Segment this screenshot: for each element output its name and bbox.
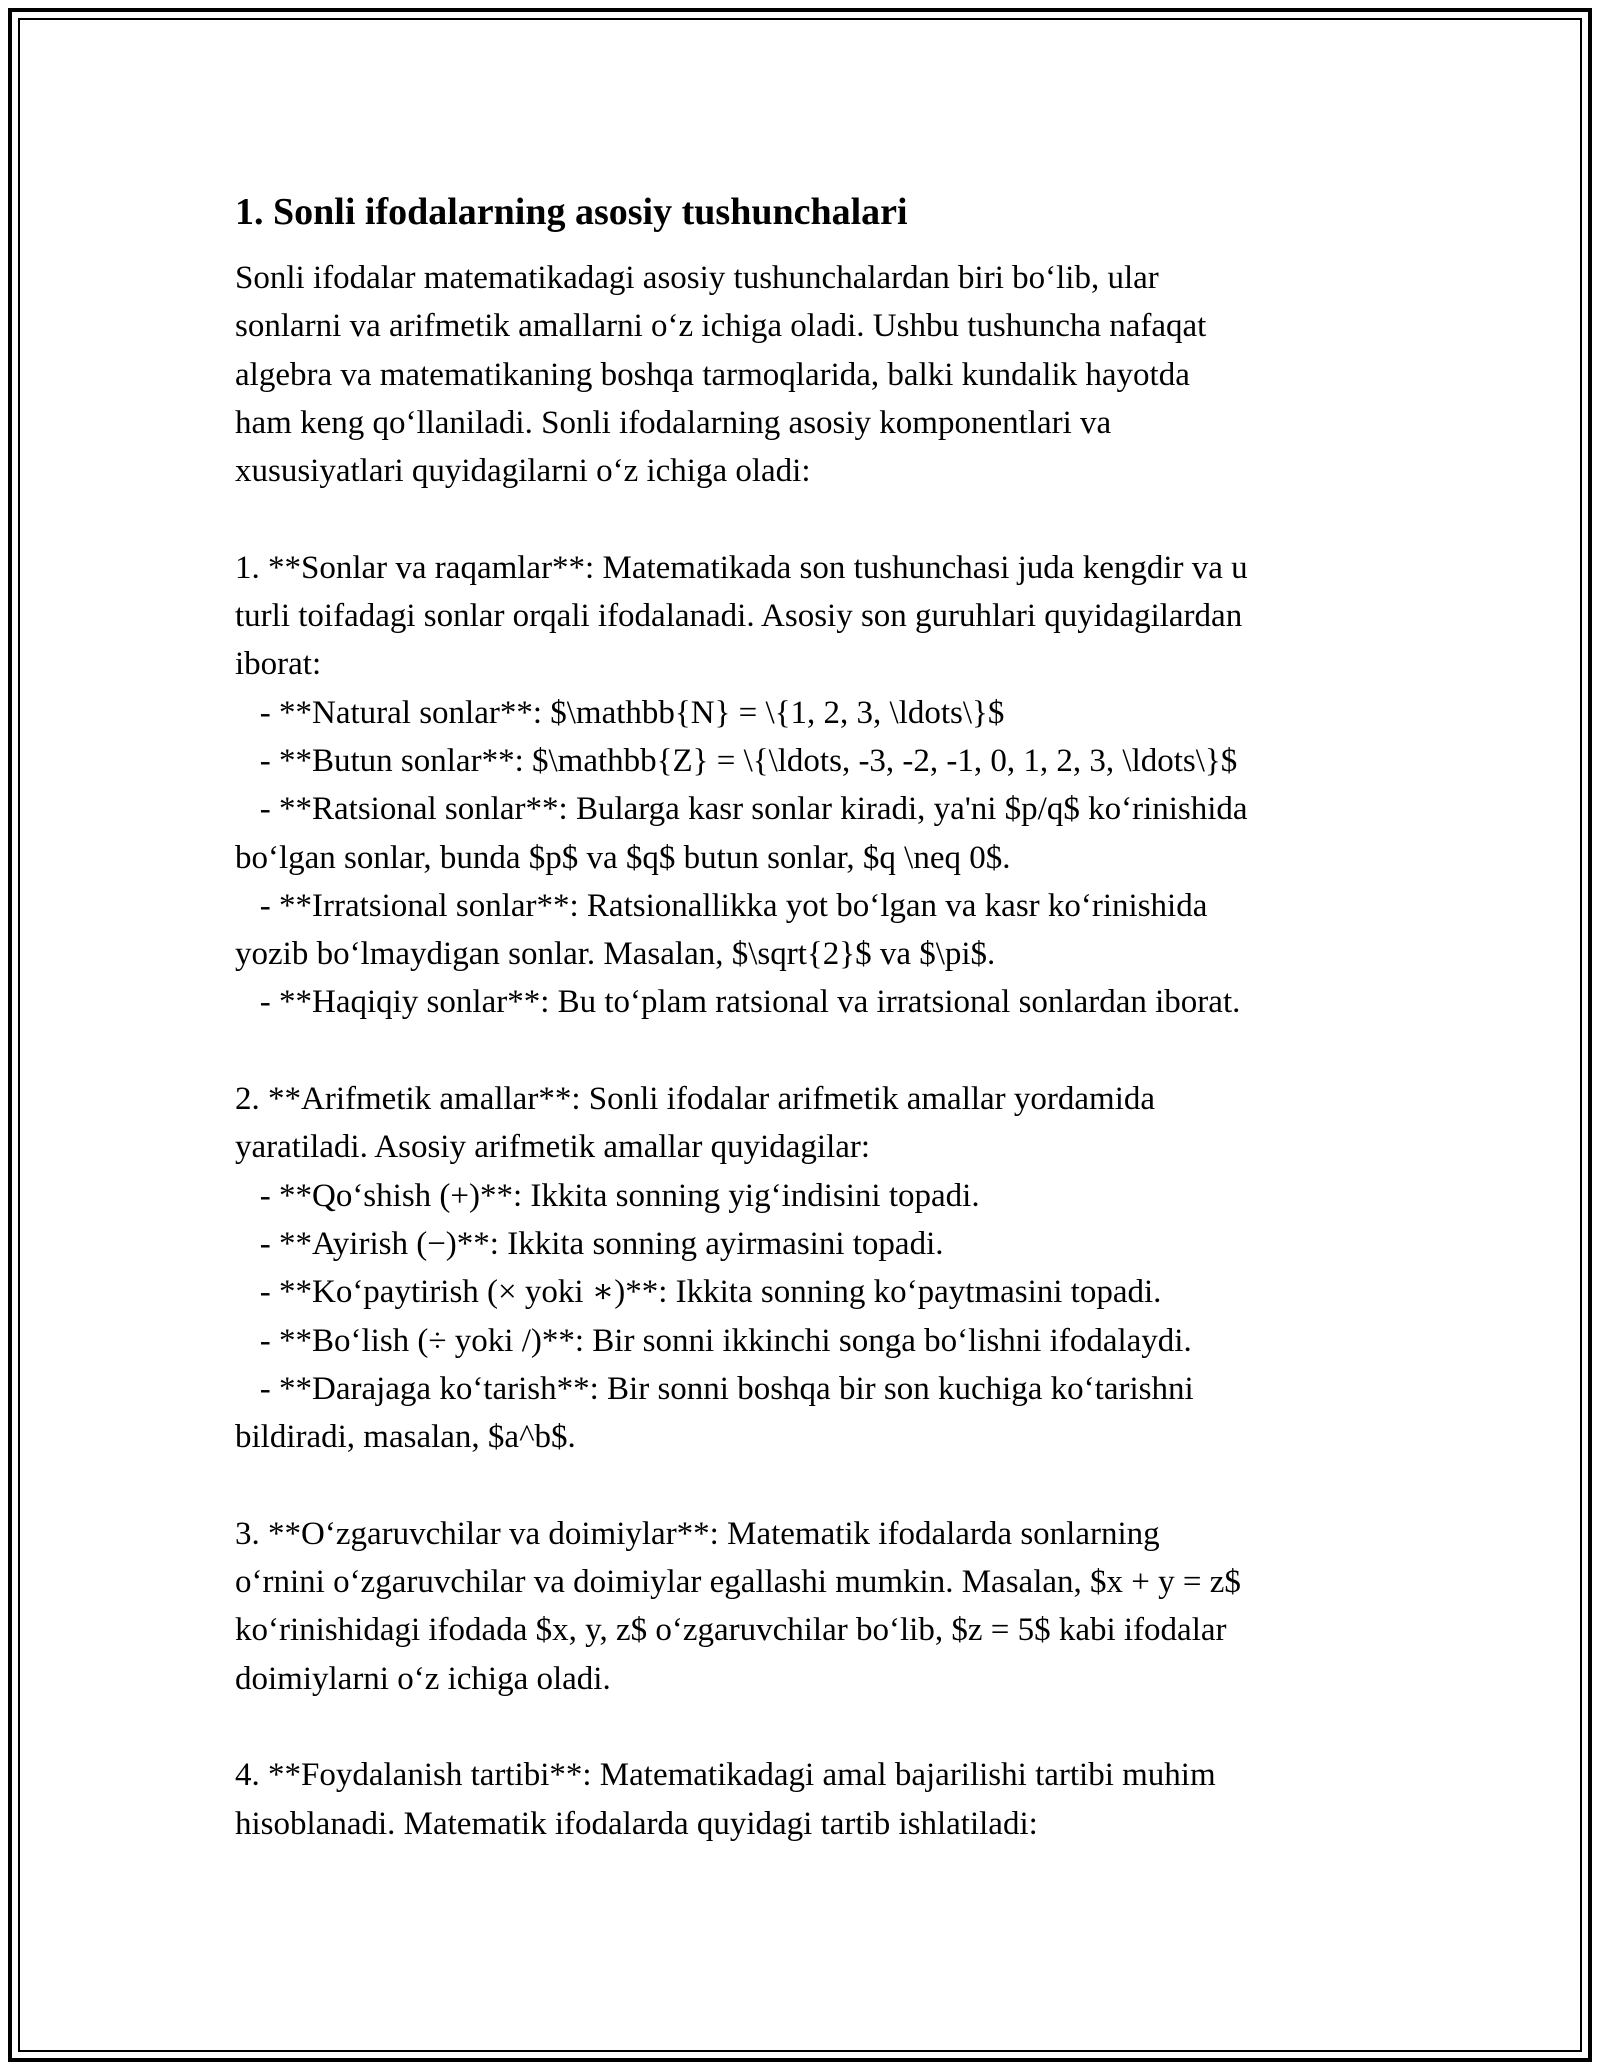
text-line: yozib bo‘lmaydigan sonlar. Masalan, $\sqrt{2}$ va $\pi$. — [235, 936, 996, 973]
text-line: ham keng qo‘llaniladi. Sonli ifodalarning asosiy komponentlari va — [235, 404, 1112, 441]
variables-section — [235, 1510, 1385, 1703]
text-line: 1. **Sonlar va raqamlar**: Matematikada son tushunchasi juda kengdir va u — [235, 549, 1248, 586]
list-item: - **Butun sonlar**: $\mathbb{Z} = \{\ldots, -3, -2, -1, 0, 1, 2, 3, \ldots\}$ — [235, 742, 1238, 779]
text-line: yaratiladi. Asosiy arifmetik amallar quyidagilar: — [235, 1129, 871, 1166]
text-line: 4. **Foydalanish tartibi**: Matematikadagi amal bajarilishi tartibi muhim — [235, 1757, 1216, 1794]
list-item: - **Haqiqiy sonlar**: Bu to‘plam ratsional va irratsional sonlardan iborat. — [235, 984, 1241, 1021]
text-line: ko‘rinishidagi ifodada $x, y, z$ o‘zgaruvchilar bo‘lib, $z = 5$ kabi ifodalar — [235, 1612, 1227, 1649]
paragraph-gap — [235, 1027, 1385, 1075]
numbers-section — [235, 544, 1385, 1027]
list-item: - **Irratsional sonlar**: Ratsionallikka yot bo‘lgan va kasr ko‘rinishida — [235, 887, 1208, 924]
text-line: Sonli ifodalar matematikadagi asosiy tushunchalardan biri bo‘lib, ular — [235, 260, 1159, 296]
text-line: xususiyatlari quyidagilarni o‘z ichiga oladi: — [235, 453, 811, 490]
list-item: - **Darajaga ko‘tarish**: Bir sonni boshqa bir son kuchiga ko‘tarishni — [235, 1370, 1194, 1407]
text-line: hisoblanadi. Matematik ifodalarda quyidagi tartib ishlatiladi: — [235, 1805, 1038, 1842]
text-line: bildiradi, masalan, $a^b$. — [235, 1419, 576, 1456]
text-line: algebra va matematikaning boshqa tarmoqlarida, balki kundalik hayotda — [235, 356, 1190, 393]
intro-paragraph — [235, 254, 1385, 495]
order-section — [235, 1751, 1385, 1848]
paragraph-gap — [235, 1703, 1385, 1751]
list-item: - **Qo‘shish (+)**: Ikkita sonning yig‘indisini topadi. — [235, 1177, 980, 1214]
list-item: - **Natural sonlar**: $\mathbb{N} = \{1, 2, 3, \ldots\}$ — [235, 694, 1005, 731]
text-line: turli toifadagi sonlar orqali ifodalanadi. Asosiy son guruhlari quyidagilardan — [235, 598, 1243, 635]
text-line: 3. **O‘zgaruvchilar va doimiylar**: Matematik ifodalarda sonlarning — [235, 1515, 1160, 1552]
text-line: 2. **Arifmetik amallar**: Sonli ifodalar arifmetik amallar yordamida — [235, 1081, 1156, 1118]
list-item: - **Bo‘lish (÷ yoki /)**: Bir sonni ikkinchi songa bo‘lishni ifodalaydi. — [235, 1322, 1192, 1359]
section-heading: 1. Sonli ifodalarning asosiy tushunchalari — [235, 191, 908, 233]
text-line: bo‘lgan sonlar, bunda $p$ va $q$ butun sonlar, $q \neq 0$. — [235, 839, 1011, 876]
text-line: o‘rnini o‘zgaruvchilar va doimiylar egallashi mumkin. Masalan, $x + y = z$ — [235, 1564, 1241, 1601]
text-line: iborat: — [235, 646, 322, 683]
document-body — [235, 186, 1385, 1848]
list-item: - **Ratsional sonlar**: Bularga kasr sonlar kiradi, ya'ni $p/q$ ko‘rinishida — [235, 791, 1248, 828]
paragraph-gap — [235, 495, 1385, 543]
list-item: - **Ayirish (−)**: Ikkita sonning ayirmasini topadi. — [235, 1225, 944, 1262]
list-item: - **Ko‘paytirish (× yoki ∗)**: Ikkita sonning ko‘paytmasini topadi. — [235, 1274, 1162, 1311]
arithmetic-section — [235, 1075, 1385, 1461]
text-line: sonlarni va arifmetik amallarni o‘z ichiga oladi. Ushbu tushuncha nafaqat — [235, 308, 1207, 345]
text-line: doimiylarni o‘z ichiga oladi. — [235, 1660, 611, 1697]
paragraph-gap — [235, 1461, 1385, 1509]
